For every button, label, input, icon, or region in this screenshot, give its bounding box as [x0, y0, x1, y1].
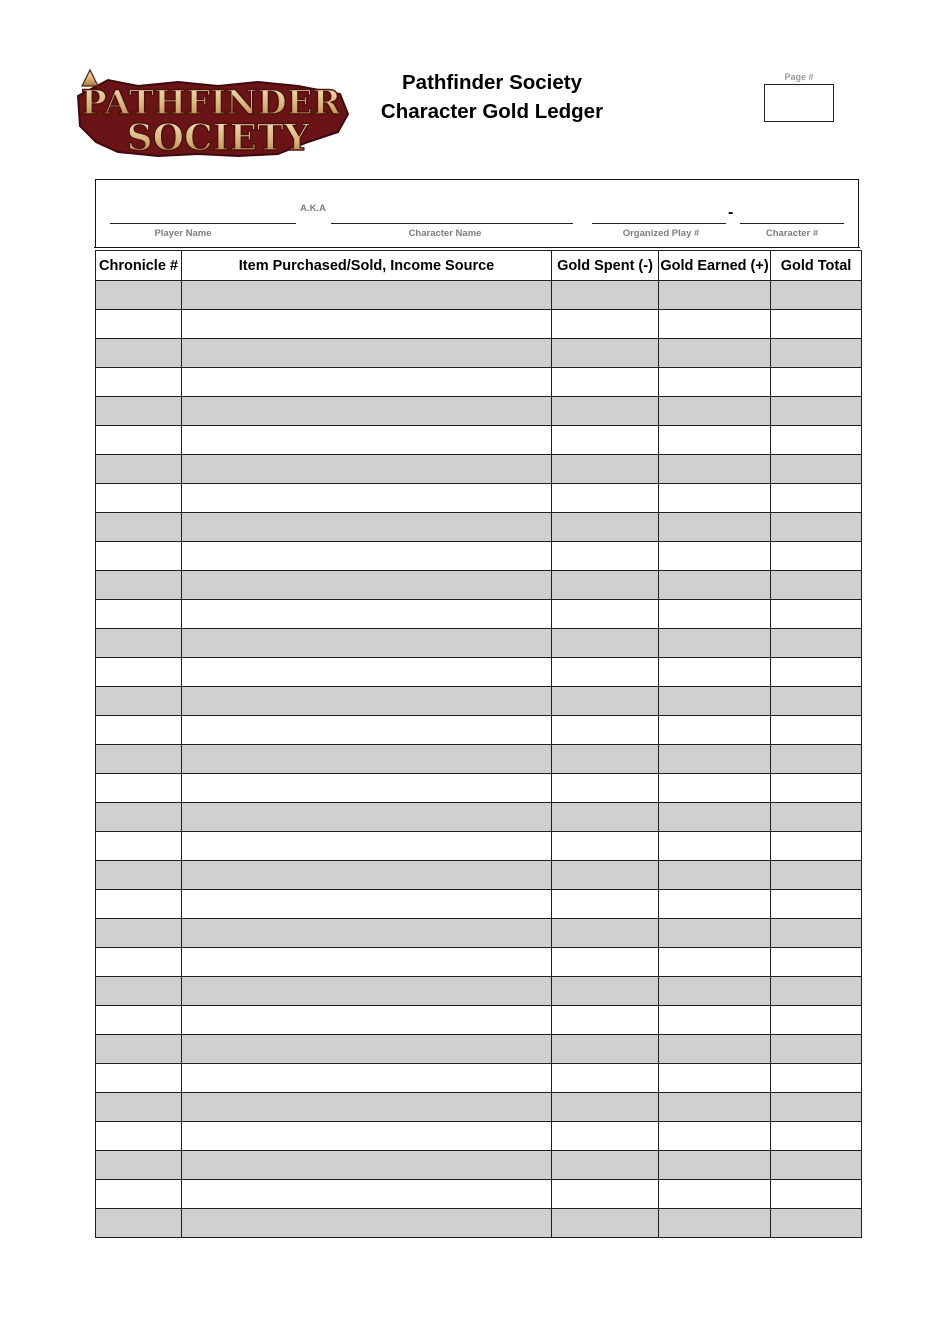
gold-spent-cell[interactable]	[552, 368, 659, 397]
chronicle-cell[interactable]	[96, 890, 182, 919]
item-cell[interactable]	[182, 1035, 552, 1064]
chronicle-cell[interactable]	[96, 1035, 182, 1064]
player-name-label: Player Name	[154, 228, 212, 239]
table-row	[96, 1035, 862, 1064]
title-line-1: Pathfinder Society	[402, 71, 582, 94]
gold-earned-cell[interactable]	[659, 716, 771, 745]
table-row	[96, 571, 862, 600]
gold-total-cell[interactable]	[771, 1122, 862, 1151]
player-info-box	[95, 179, 859, 247]
chronicle-cell[interactable]	[96, 426, 182, 455]
chronicle-cell[interactable]	[96, 832, 182, 861]
id-separator: -	[728, 204, 734, 221]
table-row	[96, 339, 862, 368]
gold-spent-cell[interactable]	[552, 426, 659, 455]
item-cell[interactable]	[182, 745, 552, 774]
table-row	[96, 542, 862, 571]
gold-total-cell[interactable]	[771, 919, 862, 948]
table-row	[96, 629, 862, 658]
chronicle-cell[interactable]	[96, 861, 182, 890]
item-cell[interactable]	[182, 339, 552, 368]
item-cell[interactable]	[182, 281, 552, 310]
chronicle-cell[interactable]	[96, 1006, 182, 1035]
title-line-2: Character Gold Ledger	[380, 100, 604, 123]
gold-earned-cell[interactable]	[659, 1093, 771, 1122]
gold-total-cell[interactable]	[771, 658, 862, 687]
gold-earned-cell[interactable]	[659, 687, 771, 716]
gold-spent-cell[interactable]	[552, 919, 659, 948]
chronicle-cell[interactable]	[96, 281, 182, 310]
character-number-field[interactable]	[740, 223, 844, 224]
chronicle-cell[interactable]	[96, 1093, 182, 1122]
item-cell[interactable]	[182, 687, 552, 716]
chronicle-cell[interactable]	[96, 1122, 182, 1151]
chronicle-cell[interactable]	[96, 571, 182, 600]
gold-spent-cell[interactable]	[552, 832, 659, 861]
item-cell[interactable]	[182, 948, 552, 977]
aka-label: A.K.A	[300, 203, 326, 214]
gold-spent-cell[interactable]	[552, 1122, 659, 1151]
chronicle-cell[interactable]	[96, 513, 182, 542]
item-cell[interactable]	[182, 977, 552, 1006]
gold-total-cell[interactable]	[771, 571, 862, 600]
page-number-field[interactable]	[764, 84, 834, 122]
chronicle-cell[interactable]	[96, 977, 182, 1006]
gold-total-cell[interactable]	[771, 687, 862, 716]
chronicle-cell[interactable]	[96, 948, 182, 977]
gold-earned-cell[interactable]	[659, 1035, 771, 1064]
gold-spent-cell[interactable]	[552, 658, 659, 687]
gold-earned-cell[interactable]	[659, 832, 771, 861]
chronicle-cell[interactable]	[96, 919, 182, 948]
gold-ledger-table	[95, 250, 862, 1238]
gold-total-cell[interactable]	[771, 745, 862, 774]
chronicle-cell[interactable]	[96, 803, 182, 832]
col-header-chronicle: Chronicle #	[96, 251, 182, 281]
gold-spent-cell[interactable]	[552, 600, 659, 629]
chronicle-cell[interactable]	[96, 310, 182, 339]
character-name-field[interactable]	[331, 223, 573, 224]
table-row	[96, 861, 862, 890]
gold-earned-cell[interactable]	[659, 861, 771, 890]
item-cell[interactable]	[182, 890, 552, 919]
gold-total-cell[interactable]	[771, 281, 862, 310]
item-cell[interactable]	[182, 310, 552, 339]
chronicle-cell[interactable]	[96, 716, 182, 745]
gold-total-cell[interactable]	[771, 861, 862, 890]
table-row	[96, 919, 862, 948]
table-row	[96, 774, 862, 803]
table-row	[96, 1209, 862, 1238]
col-header-gold-total: Gold Total	[771, 251, 862, 281]
page-number-label: Page #	[784, 72, 814, 82]
gold-spent-cell[interactable]	[552, 977, 659, 1006]
gold-total-cell[interactable]	[771, 1035, 862, 1064]
item-cell[interactable]	[182, 397, 552, 426]
character-number-label: Character #	[765, 228, 819, 239]
table-row	[96, 1151, 862, 1180]
gold-total-cell[interactable]	[771, 890, 862, 919]
gold-earned-cell[interactable]	[659, 455, 771, 484]
table-row	[96, 397, 862, 426]
item-cell[interactable]	[182, 832, 552, 861]
gold-total-cell[interactable]	[771, 310, 862, 339]
chronicle-cell[interactable]	[96, 629, 182, 658]
gold-earned-cell[interactable]	[659, 1180, 771, 1209]
item-cell[interactable]	[182, 774, 552, 803]
table-row	[96, 716, 862, 745]
gold-earned-cell[interactable]	[659, 1151, 771, 1180]
chronicle-cell[interactable]	[96, 1209, 182, 1238]
player-name-field[interactable]	[110, 223, 296, 224]
item-cell[interactable]	[182, 1064, 552, 1093]
gold-spent-cell[interactable]	[552, 803, 659, 832]
gold-earned-cell[interactable]	[659, 919, 771, 948]
chronicle-cell[interactable]	[96, 600, 182, 629]
gold-spent-cell[interactable]	[552, 745, 659, 774]
gold-total-cell[interactable]	[771, 803, 862, 832]
item-cell[interactable]	[182, 629, 552, 658]
gold-earned-cell[interactable]	[659, 542, 771, 571]
chronicle-cell[interactable]	[96, 339, 182, 368]
gold-spent-cell[interactable]	[552, 542, 659, 571]
table-row	[96, 600, 862, 629]
table-row	[96, 745, 862, 774]
gold-earned-cell[interactable]	[659, 484, 771, 513]
table-row	[96, 513, 862, 542]
gold-earned-cell[interactable]	[659, 281, 771, 310]
logo-line2: SOCIETY	[126, 117, 310, 158]
gold-spent-cell[interactable]	[552, 774, 659, 803]
item-cell[interactable]	[182, 1006, 552, 1035]
table-row	[96, 426, 862, 455]
ledger-body	[96, 281, 862, 1238]
col-header-gold-spent: Gold Spent (-)	[552, 251, 659, 281]
table-row	[96, 455, 862, 484]
item-cell[interactable]	[182, 600, 552, 629]
item-cell[interactable]	[182, 803, 552, 832]
table-row	[96, 890, 862, 919]
gold-spent-cell[interactable]	[552, 310, 659, 339]
gold-total-cell[interactable]	[771, 629, 862, 658]
gold-spent-cell[interactable]	[552, 1035, 659, 1064]
item-cell[interactable]	[182, 1122, 552, 1151]
table-row	[96, 1093, 862, 1122]
item-cell[interactable]	[182, 542, 552, 571]
gold-spent-cell[interactable]	[552, 455, 659, 484]
gold-spent-cell[interactable]	[552, 948, 659, 977]
gold-earned-cell[interactable]	[659, 600, 771, 629]
gold-earned-cell[interactable]	[659, 1006, 771, 1035]
item-cell[interactable]	[182, 716, 552, 745]
table-header-row	[96, 251, 862, 281]
chronicle-cell[interactable]	[96, 1064, 182, 1093]
gold-total-cell[interactable]	[771, 716, 862, 745]
gold-earned-cell[interactable]	[659, 1064, 771, 1093]
gold-earned-cell[interactable]	[659, 513, 771, 542]
gold-total-cell[interactable]	[771, 832, 862, 861]
gold-spent-cell[interactable]	[552, 1180, 659, 1209]
gold-earned-cell[interactable]	[659, 890, 771, 919]
table-row	[96, 310, 862, 339]
item-cell[interactable]	[182, 368, 552, 397]
item-cell[interactable]	[182, 1151, 552, 1180]
gold-spent-cell[interactable]	[552, 687, 659, 716]
chronicle-cell[interactable]	[96, 745, 182, 774]
table-row	[96, 1064, 862, 1093]
gold-spent-cell[interactable]	[552, 1151, 659, 1180]
table-row	[96, 803, 862, 832]
item-cell[interactable]	[182, 484, 552, 513]
item-cell[interactable]	[182, 658, 552, 687]
gold-total-cell[interactable]	[771, 774, 862, 803]
item-cell[interactable]	[182, 426, 552, 455]
page-title	[372, 68, 612, 126]
gold-total-cell[interactable]	[771, 948, 862, 977]
table-row	[96, 484, 862, 513]
item-cell[interactable]	[182, 861, 552, 890]
item-cell[interactable]	[182, 1180, 552, 1209]
gold-total-cell[interactable]	[771, 368, 862, 397]
table-row	[96, 281, 862, 310]
col-header-gold-earned: Gold Earned (+)	[659, 251, 771, 281]
gold-spent-cell[interactable]	[552, 890, 659, 919]
gold-earned-cell[interactable]	[659, 368, 771, 397]
table-row	[96, 832, 862, 861]
gold-spent-cell[interactable]	[552, 397, 659, 426]
gold-spent-cell[interactable]	[552, 571, 659, 600]
table-row	[96, 977, 862, 1006]
chronicle-cell[interactable]	[96, 368, 182, 397]
chronicle-cell[interactable]	[96, 542, 182, 571]
gold-total-cell[interactable]	[771, 426, 862, 455]
table-row	[96, 1180, 862, 1209]
gold-total-cell[interactable]	[771, 455, 862, 484]
gold-earned-cell[interactable]	[659, 426, 771, 455]
gold-total-cell[interactable]	[771, 542, 862, 571]
gold-spent-cell[interactable]	[552, 281, 659, 310]
gold-earned-cell[interactable]	[659, 803, 771, 832]
gold-spent-cell[interactable]	[552, 716, 659, 745]
gold-total-cell[interactable]	[771, 600, 862, 629]
chronicle-cell[interactable]	[96, 687, 182, 716]
gold-total-cell[interactable]	[771, 1006, 862, 1035]
gold-earned-cell[interactable]	[659, 948, 771, 977]
chronicle-cell[interactable]	[96, 1151, 182, 1180]
gold-total-cell[interactable]	[771, 1093, 862, 1122]
gold-spent-cell[interactable]	[552, 339, 659, 368]
gold-spent-cell[interactable]	[552, 1093, 659, 1122]
gold-total-cell[interactable]	[771, 339, 862, 368]
gold-total-cell[interactable]	[771, 1151, 862, 1180]
gold-earned-cell[interactable]	[659, 774, 771, 803]
table-row	[96, 1122, 862, 1151]
gold-total-cell[interactable]	[771, 484, 862, 513]
gold-earned-cell[interactable]	[659, 1122, 771, 1151]
chronicle-cell[interactable]	[96, 774, 182, 803]
gold-total-cell[interactable]	[771, 1064, 862, 1093]
item-cell[interactable]	[182, 571, 552, 600]
item-cell[interactable]	[182, 455, 552, 484]
organized-play-field[interactable]	[592, 223, 726, 224]
table-row	[96, 687, 862, 716]
chronicle-cell[interactable]	[96, 455, 182, 484]
gold-total-cell[interactable]	[771, 977, 862, 1006]
gold-total-cell[interactable]	[771, 513, 862, 542]
table-row	[96, 1006, 862, 1035]
gold-spent-cell[interactable]	[552, 1209, 659, 1238]
gold-spent-cell[interactable]	[552, 484, 659, 513]
gold-earned-cell[interactable]	[659, 397, 771, 426]
gold-earned-cell[interactable]	[659, 745, 771, 774]
gold-earned-cell[interactable]	[659, 310, 771, 339]
chronicle-cell[interactable]	[96, 1180, 182, 1209]
gold-earned-cell[interactable]	[659, 339, 771, 368]
gold-earned-cell[interactable]	[659, 1209, 771, 1238]
gold-earned-cell[interactable]	[659, 629, 771, 658]
gold-total-cell[interactable]	[771, 397, 862, 426]
col-header-item: Item Purchased/Sold, Income Source	[182, 251, 552, 281]
item-cell[interactable]	[182, 1209, 552, 1238]
pathfinder-society-logo	[68, 66, 354, 158]
gold-earned-cell[interactable]	[659, 977, 771, 1006]
gold-spent-cell[interactable]	[552, 1006, 659, 1035]
gold-spent-cell[interactable]	[552, 1064, 659, 1093]
gold-spent-cell[interactable]	[552, 861, 659, 890]
logo-line1: PATHFINDER	[81, 83, 341, 123]
chronicle-cell[interactable]	[96, 484, 182, 513]
character-name-label: Character Name	[408, 228, 482, 239]
table-row	[96, 658, 862, 687]
gold-spent-cell[interactable]	[552, 629, 659, 658]
gold-earned-cell[interactable]	[659, 658, 771, 687]
table-row	[96, 948, 862, 977]
gold-spent-cell[interactable]	[552, 513, 659, 542]
item-cell[interactable]	[182, 919, 552, 948]
item-cell[interactable]	[182, 1093, 552, 1122]
item-cell[interactable]	[182, 513, 552, 542]
gold-earned-cell[interactable]	[659, 571, 771, 600]
gold-total-cell[interactable]	[771, 1209, 862, 1238]
chronicle-cell[interactable]	[96, 397, 182, 426]
gold-total-cell[interactable]	[771, 1180, 862, 1209]
chronicle-cell[interactable]	[96, 658, 182, 687]
organized-play-label: Organized Play #	[622, 228, 700, 239]
table-row	[96, 368, 862, 397]
